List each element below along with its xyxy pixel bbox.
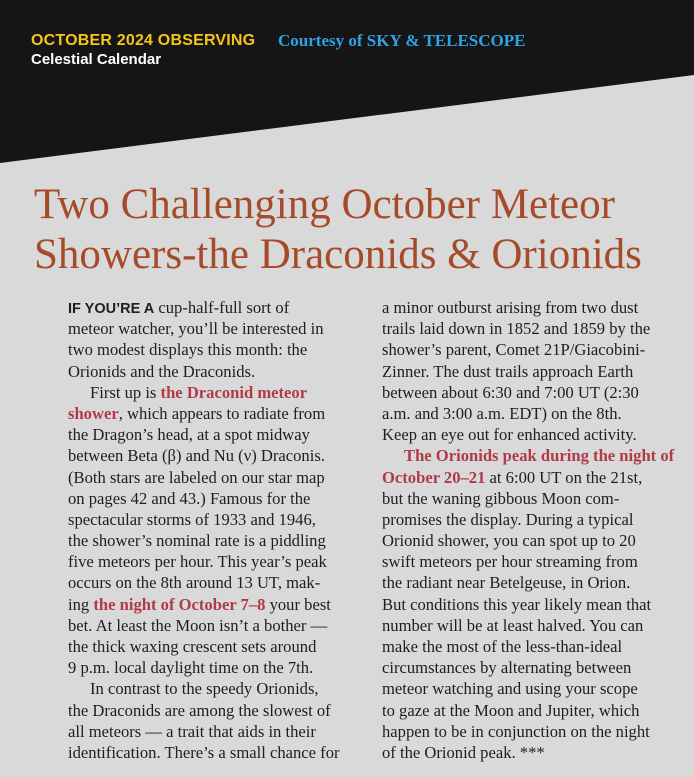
text-line: Orionids and the Draconids.: [68, 361, 256, 381]
credit-line: Courtesy of SKY & TELESCOPE: [278, 31, 526, 50]
text-line: First up is the Draconid meteor: [90, 382, 308, 402]
text-line: number will be at least halved. You can: [382, 615, 644, 635]
text-line: occurs on the 8th around 13 UT, mak-: [68, 573, 321, 593]
text-line: In contrast to the speedy Orionids,: [90, 679, 319, 699]
text-line: bet. At least the Moon isn’t a bother —: [68, 615, 328, 635]
text-line: the Dragon’s head, at a spot midway: [68, 425, 310, 445]
text-line: two modest displays this month: the: [68, 340, 308, 360]
text-line: Zinner. The dust trails approach Earth: [382, 361, 634, 381]
text-line: a.m. and 3:00 a.m. EDT) on the 8th.: [382, 403, 622, 423]
header-banner: [0, 0, 694, 170]
text-line: all meteors — a trait that aids in their: [68, 721, 316, 741]
text-line: identification. There’s a small chance for: [68, 742, 340, 762]
article-column-left: [68, 297, 368, 763]
text-line: Orionid shower, you can spot up to 20: [382, 531, 636, 551]
text-line: But conditions this year likely mean that: [382, 594, 652, 614]
highlight-orionids-peak: The Orionids peak during the night of: [404, 446, 675, 466]
text-line: circumstances by alternating between: [382, 658, 632, 678]
highlight-draconid-cont: shower: [68, 403, 119, 423]
text-line: promises the display. During a typical: [382, 509, 634, 529]
text-line: to gaze at the Moon and Jupiter, which: [382, 700, 640, 720]
text-line: Keep an eye out for enhanced activity.: [382, 425, 637, 445]
text-line: (Both stars are labeled on our star map: [68, 467, 325, 487]
highlight-draconid: the Draconid meteor: [160, 382, 308, 402]
text-line: October 20–21 at 6:00 UT on the 21st,: [382, 467, 643, 487]
text-line: meteor watching and using your scope: [382, 679, 638, 699]
text-line: the radiant near Betelgeuse, in Orion.: [382, 573, 631, 593]
text-line: of the Orionid peak. ***: [382, 742, 545, 762]
text-line: shower, which appears to radiate from: [68, 403, 326, 423]
section-kicker: OCTOBER 2024 OBSERVING: [31, 32, 256, 49]
title-line-2: Showers-the Draconids & Orionids: [34, 231, 642, 278]
text-line: on pages 42 and 43.) Famous for the: [68, 488, 311, 508]
text-line: ing the night of October 7–8 your best: [68, 594, 331, 614]
highlight-oct-20-21: October 20–21: [382, 467, 486, 487]
article-title: [34, 180, 684, 280]
text-line: the thick waxing crescent sets around: [68, 637, 317, 656]
text-line: a minor outburst arising from two dust: [382, 298, 639, 317]
text-line: between Beta (β) and Nu (ν) Draconis.: [68, 446, 325, 466]
article-column-right: [382, 297, 687, 763]
highlight-oct-7-8: the night of October 7–8: [93, 594, 266, 614]
text-line: [382, 445, 687, 466]
section-subtitle: Celestial Calendar: [31, 51, 162, 68]
text-line: make the most of the less-than-ideal: [382, 637, 623, 656]
text-line: between about 6:30 and 7:00 UT (2:30: [382, 382, 639, 402]
text-line: happen to be in conjunction on the night: [382, 721, 650, 741]
text-line: trails laid down in 1852 and 1859 by the: [382, 319, 651, 339]
text-line: spectacular storms of 1933 and 1946,: [68, 509, 316, 529]
text-line: shower’s parent, Comet 21P/Giacobini-: [382, 340, 646, 360]
text-line: five meteors per hour. This year’s peak: [68, 552, 327, 572]
title-line-1: Two Challenging October Meteor: [34, 181, 615, 228]
lead-in: IF YOU’RE A: [68, 301, 155, 317]
text-line: but the waning gibbous Moon com-: [382, 488, 620, 508]
text-line: the shower’s nominal rate is a piddling: [68, 531, 326, 551]
text-line: meteor watcher, you’ll be interested in: [68, 319, 324, 339]
text-line: the Draconids are among the slowest of: [68, 700, 331, 720]
text-line: IF YOU’RE A cup-half-full sort of: [68, 298, 290, 317]
text-line: 9 p.m. local daylight time on the 7th.: [68, 658, 314, 678]
header-labels: [31, 31, 255, 69]
text-line: swift meteors per hour streaming from: [382, 552, 638, 572]
